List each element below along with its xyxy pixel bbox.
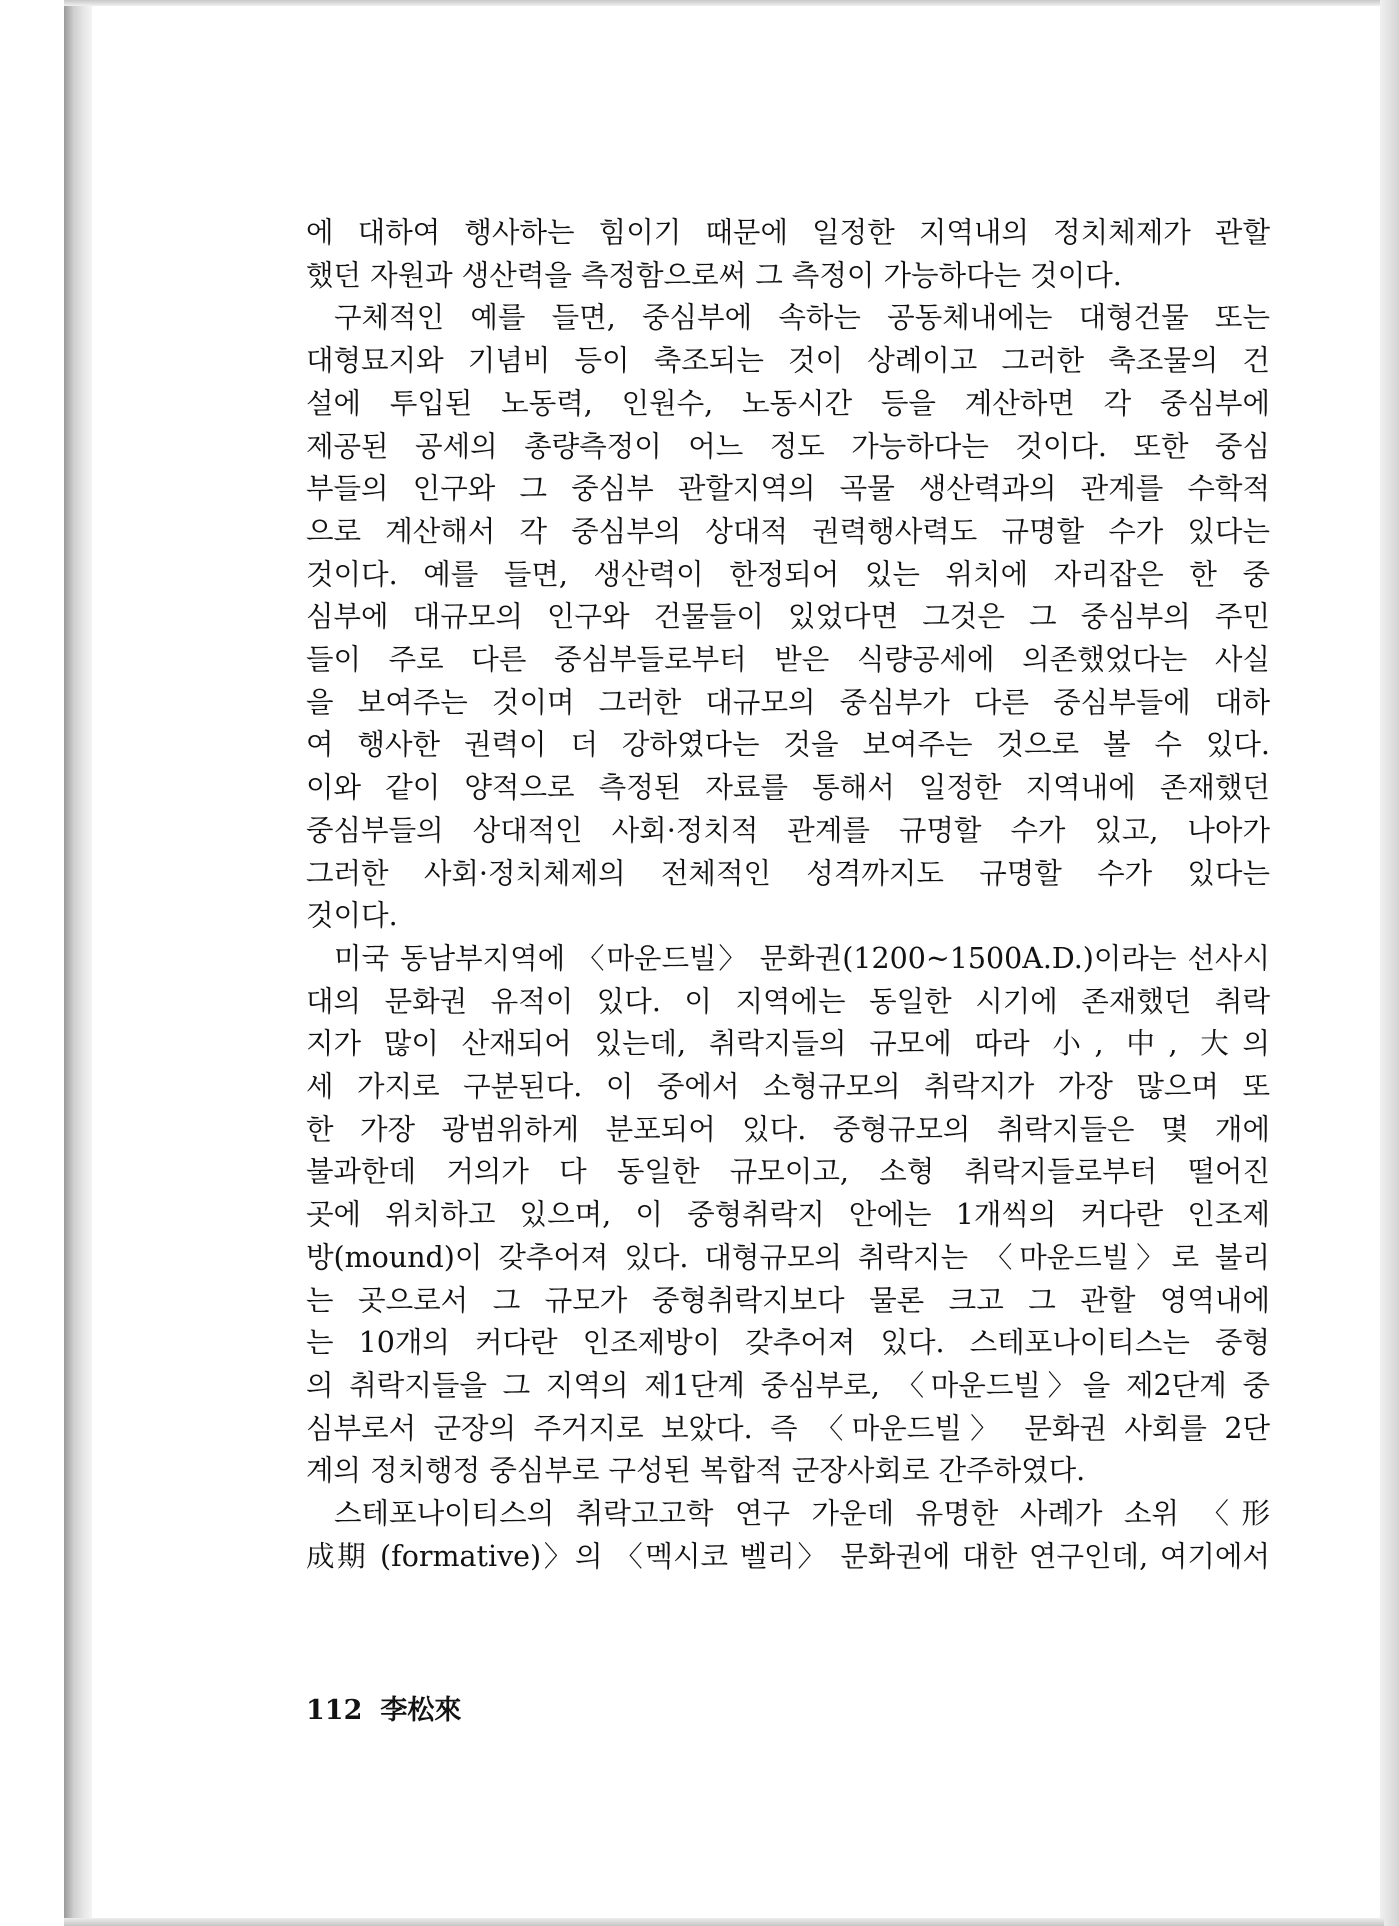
text-line: 것이다.: [306, 899, 398, 933]
text-line: 것이다. 예를 들면, 생산력이 한정되어 있는 위치에 자리잡은 한 중: [306, 557, 1270, 591]
text-line: 여 행사한 권력이 더 강하였다는 것을 보여주는 것으로 볼 수 있다.: [306, 728, 1270, 762]
page-number: 112: [306, 1695, 363, 1726]
text-line: 미국 동남부지역에 〈마운드빌〉 문화권(1200~1500A.D.)이라는 선사시: [334, 941, 1270, 975]
text-line: 중심부들의 상대적인 사회·정치적 관계를 규명할 수가 있고, 나아가: [306, 813, 1270, 847]
text-line: 방(mound)이 갖추어져 있다. 대형규모의 취락지는 〈마운드빌〉로 불리: [306, 1240, 1270, 1274]
text-line: 들이 주로 다른 중심부들로부터 받은 식량공세에 의존했었다는 사실: [306, 643, 1270, 677]
text-line: 成期 (formative)〉의 〈멕시코 벨리〉 문화권에 대한 연구인데, 여기에서: [306, 1539, 1270, 1573]
text-line: 스테포나이티스의 취락고고학 연구 가운데 유명한 사례가 소위 〈形: [334, 1497, 1270, 1531]
body-text: [306, 212, 1270, 1579]
text-line: 으로 계산해서 각 중심부의 상대적 권력행사력도 규명할 수가 있다는: [306, 514, 1270, 548]
text-line: 의 취락지들을 그 지역의 제1단계 중심부로, 〈마운드빌〉을 제2단계 중: [306, 1368, 1270, 1402]
page-footer: [306, 1688, 479, 1727]
text-line: 대의 문화권 유적이 있다. 이 지역에는 동일한 시기에 존재했던 취락: [306, 984, 1270, 1018]
text-line: 곳에 위치하고 있으며, 이 중형취락지 안에는 1개씩의 커다란 인조제: [306, 1198, 1270, 1232]
text-line: 는 곳으로서 그 규모가 중형취락지보다 물론 크고 그 관할 영역내에: [306, 1283, 1270, 1317]
text-line: 이와 같이 양적으로 측정된 자료를 통해서 일정한 지역내에 존재했던: [306, 771, 1270, 805]
text-line: 한 가장 광범위하게 분포되어 있다. 중형규모의 취락지들은 몇 개에: [306, 1112, 1270, 1146]
text-line: 부들의 인구와 그 중심부 관할지역의 곡물 생산력과의 관계를 수학적: [306, 472, 1270, 506]
text-line: 대형묘지와 기념비 등이 축조되는 것이 상례이고 그러한 축조물의 건: [306, 344, 1270, 378]
author-name: 李松來: [380, 1695, 462, 1726]
text-line: 구체적인 예를 들면, 중심부에 속하는 공동체내에는 대형건물 또는: [334, 301, 1270, 335]
text-line: 심부에 대규모의 인구와 건물들이 있었다면 그것은 그 중심부의 주민: [306, 600, 1270, 634]
text-line: 계의 정치행정 중심부로 구성된 복합적 군장사회로 간주하였다.: [306, 1454, 1086, 1488]
text-line: 그러한 사회·정치체제의 전체적인 성격까지도 규명할 수가 있다는: [306, 856, 1270, 890]
text-line: 심부로서 군장의 주거지로 보았다. 즉 〈마운드빌〉 문화권 사회를 2단: [306, 1411, 1270, 1445]
book-bottom-edge: [64, 1918, 1384, 1926]
text-line: 을 보여주는 것이며 그러한 대규모의 중심부가 다른 중심부들에 대하: [306, 685, 1270, 719]
book-right-edge: [1380, 0, 1399, 1926]
text-line: 는 10개의 커다란 인조제방이 갖추어져 있다. 스테포나이티스는 중형: [306, 1326, 1270, 1360]
text-line: 지가 많이 산재되어 있는데, 취락지들의 규모에 따라 小, 中, 大의: [306, 1027, 1270, 1061]
text-line: 불과한데 거의가 다 동일한 규모이고, 소형 취락지들로부터 떨어진: [306, 1155, 1270, 1189]
text-line: 제공된 공세의 총량측정이 어느 정도 가능하다는 것이다. 또한 중심: [306, 429, 1270, 463]
text-line: 세 가지로 구분된다. 이 중에서 소형규모의 취락지가 가장 많으며 또: [306, 1070, 1270, 1104]
book-spine-edge: [64, 4, 92, 1922]
text-line: 했던 자원과 생산력을 측정함으로써 그 측정이 가능하다는 것이다.: [306, 258, 1122, 292]
text-line: 에 대하여 행사하는 힘이기 때문에 일정한 지역내의 정치체제가 관할: [306, 216, 1270, 249]
text-line: 설에 투입된 노동력, 인원수, 노동시간 등을 계산하면 각 중심부에: [306, 386, 1270, 420]
